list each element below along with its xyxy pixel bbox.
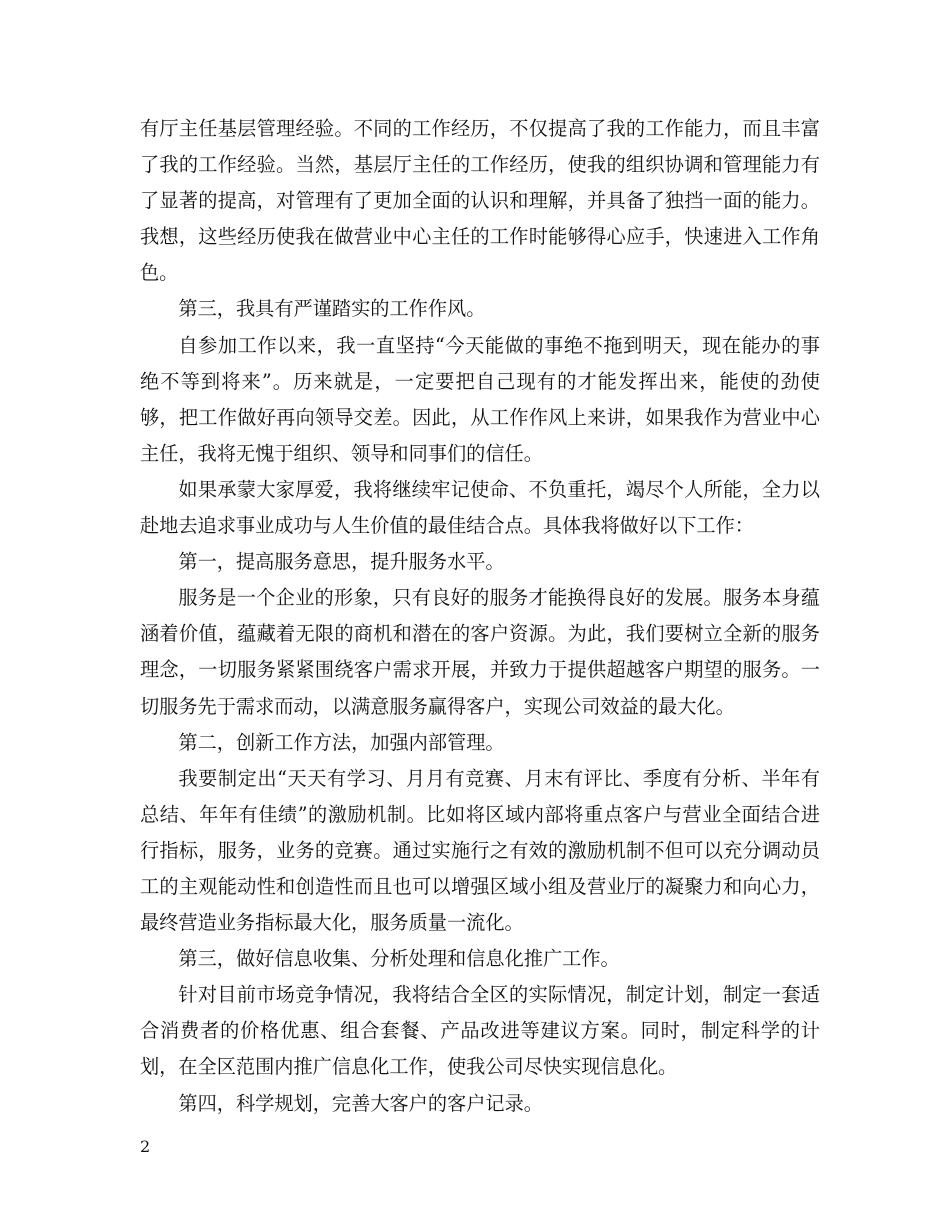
paragraph-4: 如果承蒙大家厚爱，我将继续牢记使命、不负重托，竭尽个人所能，全力以赴地去追求事业成功与人生价值的最佳结合点。具体我将做好以下工作：	[140, 477, 820, 538]
paragraph-1: 有厅主任基层管理经验。不同的工作经历，不仅提高了我的工作能力，而且丰富了我的工作经验。当然，基层厅主任的工作经历，使我的组织协调和管理能力有了显著的提高，对管理有了更加全面的认识和理解，并具备了独挡一面的能力。我想，这些经历使我在做营业中心主任的工作时能够得心应手，快速进入工作角色。	[140, 117, 820, 285]
document-body	[140, 111, 820, 1122]
paragraph-11: 第四，科学规划，完善大客户的客户记录。	[178, 1091, 543, 1115]
paragraph-8: 我要制定出“天天有学习、月月有竞赛、月末有评比、季度有分析、半年有总结、年年有佳绩”的激励机制。比如将区域内部将重点客户与营业全面结合进行指标，服务，业务的竞赛。通过实施行之有效的激励机制不但可以充分调动员工的主观能动性和创造性而且也可以增强区域小组及营业厅的凝聚力和向心力，最终营造业务指标最大化，服务质量一流化。	[140, 766, 820, 935]
paragraph-6: 服务是一个企业的形象，只有良好的服务才能换得良好的发展。服务本身蕴涵着价值，蕴藏着无限的商机和潜在的客户资源。为此，我们要树立全新的服务理念，一切服务紧紧围绕客户需求开展，并致力于提供超越客户期望的服务。一切服务先于需求而动，以满意服务赢得客户，实现公司效益的最大化。	[140, 586, 820, 718]
paragraph-7: 第二，创新工作方法，加强内部管理。	[178, 730, 505, 754]
paragraph-10: 针对目前市场竞争情况，我将结合全区的实际情况，制定计划，制定一套适合消费者的价格优惠、组合套餐、产品改进等建议方案。同时，制定科学的计划，在全区范围内推广信息化工作，使我公司尽快实现信息化。	[140, 983, 820, 1079]
paragraph-5: 第一，提高服务意思，提升服务水平。	[178, 550, 505, 574]
page-number: 2	[140, 1137, 151, 1156]
paragraph-9: 第三，做好信息收集、分析处理和信息化推广工作。	[178, 947, 620, 971]
paragraph-3: 自参加工作以来，我一直坚持“今天能做的事绝不拖到明天，现在能办的事绝不等到将来”。历来就是，一定要把自己现有的才能发挥出来，能使的劲使够，把工作做好再向领导交差。因此，从工作作风上来讲，如果我作为营业中心主任，我将无愧于组织、领导和同事们的信任。	[140, 333, 820, 465]
paragraph-2: 第三，我具有严谨踏实的工作作风。	[178, 297, 486, 321]
